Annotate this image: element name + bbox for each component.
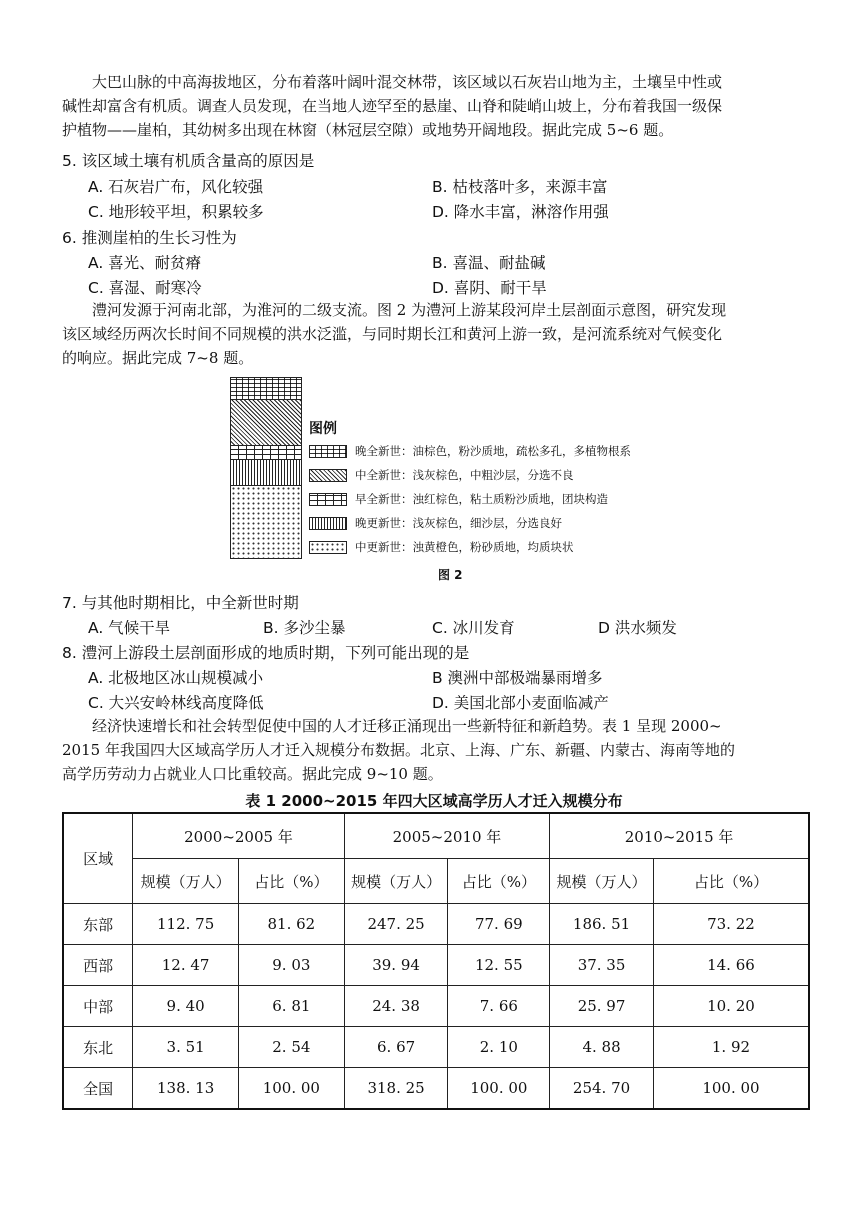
q6-option-c: C. 喜湿、耐寒冷 xyxy=(88,279,202,297)
layer-middle-pleistocene xyxy=(231,486,301,558)
q5-option-d: D. 降水丰富，淋溶作用强 xyxy=(432,203,609,221)
table-subheader-row xyxy=(63,859,809,904)
scale-header: 规模（万人） xyxy=(344,859,448,904)
q5-option-b: B. 枯枝落叶多，来源丰富 xyxy=(432,178,608,196)
table-title: 表 1 2000~2015 年四大区域高学历人才迁入规模分布 xyxy=(245,792,623,810)
legend-label: 早全新世：浊红棕色，粘土质粉沙质地，团块构造 xyxy=(355,492,608,506)
legend-title: 图例 xyxy=(309,421,337,437)
table-cell: 81. 62 xyxy=(238,904,344,945)
passage-line: 护植物——崖柏，其幼树多出现在林窗（林冠层空隙）或地势开阔地段。据此完成 5~6 题。 xyxy=(62,121,674,139)
table-row xyxy=(63,904,809,945)
table-row xyxy=(63,1068,809,1110)
table-cell: 247. 25 xyxy=(344,904,448,945)
q6-option-d: D. 喜阴、耐干旱 xyxy=(432,279,547,297)
region-cell: 中部 xyxy=(63,986,133,1027)
legend-item-late-holocene xyxy=(309,443,631,459)
table-cell: 100. 00 xyxy=(653,1068,809,1110)
legend-label: 中更新世：浊黄橙色，粉砂质地，均质块状 xyxy=(355,540,574,554)
passage-line: 的响应。据此完成 7~8 题。 xyxy=(62,349,254,367)
soil-profile-column xyxy=(230,377,302,559)
table-cell: 186. 51 xyxy=(550,904,654,945)
table-cell: 6. 67 xyxy=(344,1027,448,1068)
table-cell: 1. 92 xyxy=(653,1027,809,1068)
table-cell: 318. 25 xyxy=(344,1068,448,1110)
q8-option-a: A. 北极地区冰山规模减小 xyxy=(88,669,264,687)
table-cell: 9. 40 xyxy=(133,986,239,1027)
share-header: 占比（%） xyxy=(448,859,550,904)
q7-option-b: B. 多沙尘暴 xyxy=(263,619,346,637)
share-header: 占比（%） xyxy=(238,859,344,904)
q5-option-c: C. 地形较平坦，积累较多 xyxy=(88,203,264,221)
question-7-stem: 7. 与其他时期相比，中全新世时期 xyxy=(62,594,299,612)
q7-option-a: A. 气候干旱 xyxy=(88,619,171,637)
table-cell: 100. 00 xyxy=(448,1068,550,1110)
question-8-stem: 8. 澧河上游段土层剖面形成的地质时期，下列可能出现的是 xyxy=(62,644,470,662)
scale-header: 规模（万人） xyxy=(550,859,654,904)
legend-item-middle-holocene xyxy=(309,467,574,483)
table-cell: 100. 00 xyxy=(238,1068,344,1110)
scale-header: 规模（万人） xyxy=(133,859,239,904)
table-cell: 138. 13 xyxy=(133,1068,239,1110)
passage-line: 高学历劳动力占就业人口比重较高。据此完成 9~10 题。 xyxy=(62,765,443,783)
question-5-stem: 5. 该区域土壤有机质含量高的原因是 xyxy=(62,152,315,170)
passage-line: 2015 年我国四大区域高学历人才迁入规模分布数据。北京、上海、广东、新疆、内蒙古、海南等地的 xyxy=(62,741,735,759)
q8-option-b: B 澳洲中部极端暴雨增多 xyxy=(432,669,603,687)
region-cell: 东北 xyxy=(63,1027,133,1068)
talent-migration-table xyxy=(62,812,810,1110)
layer-early-holocene xyxy=(231,446,301,460)
legend-item-early-holocene xyxy=(309,491,608,507)
layer-late-pleistocene xyxy=(231,460,301,486)
q7-option-c: C. 冰川发育 xyxy=(432,619,515,637)
passage-9-10 xyxy=(62,714,812,786)
period-header: 2000~2005 年 xyxy=(133,813,344,859)
table-cell: 12. 55 xyxy=(448,945,550,986)
q8-option-c: C. 大兴安岭林线高度降低 xyxy=(88,694,264,712)
share-header: 占比（%） xyxy=(653,859,809,904)
legend-label: 晚更新世：浅灰棕色，细沙层，分选良好 xyxy=(355,516,562,530)
legend-swatch xyxy=(309,493,347,506)
region-cell: 西部 xyxy=(63,945,133,986)
table-row xyxy=(63,986,809,1027)
q6-option-a: A. 喜光、耐贫瘠 xyxy=(88,254,202,272)
passage-line: 大巴山脉的中高海拔地区，分布着落叶阔叶混交林带，该区域以石灰岩山地为主，土壤呈中性或 xyxy=(92,73,723,91)
table-cell: 4. 88 xyxy=(550,1027,654,1068)
table-cell: 3. 51 xyxy=(133,1027,239,1068)
table-cell: 12. 47 xyxy=(133,945,239,986)
legend-label: 中全新世：浅灰棕色，中粗沙层，分选不良 xyxy=(355,468,574,482)
table-cell: 2. 54 xyxy=(238,1027,344,1068)
table-cell: 254. 70 xyxy=(550,1068,654,1110)
passage-line: 澧河发源于河南北部，为淮河的二级支流。图 2 为澧河上游某段河岸土层剖面示意图，研究发现 xyxy=(92,301,727,319)
legend-label: 晚全新世：油棕色，粉沙质地，疏松多孔，多植物根系 xyxy=(355,444,631,458)
table-header-row xyxy=(63,813,809,859)
table-cell: 73. 22 xyxy=(653,904,809,945)
passage-line: 该区域经历两次长时间不同规模的洪水泛滥，与同时期长江和黄河上游一致，是河流系统对气候变化 xyxy=(62,325,723,343)
region-cell: 全国 xyxy=(63,1068,133,1110)
layer-middle-holocene xyxy=(231,400,301,446)
figure-caption: 图 2 xyxy=(438,568,463,582)
period-header: 2010~2015 年 xyxy=(550,813,809,859)
passage-5-6 xyxy=(62,70,812,142)
table-cell: 7. 66 xyxy=(448,986,550,1027)
question-6-stem: 6. 推测崖柏的生长习性为 xyxy=(62,229,237,247)
legend-swatch xyxy=(309,517,347,530)
passage-line: 经济快速增长和社会转型促使中国的人才迁移正涌现出一些新特征和新趋势。表 1 呈现 2000~ xyxy=(92,717,722,735)
table-cell: 14. 66 xyxy=(653,945,809,986)
passage-7-8 xyxy=(62,298,812,370)
legend-item-late-pleistocene xyxy=(309,515,562,531)
table-cell: 25. 97 xyxy=(550,986,654,1027)
legend-swatch xyxy=(309,469,347,482)
region-header: 区域 xyxy=(63,813,133,904)
period-header: 2005~2010 年 xyxy=(344,813,549,859)
passage-line: 碱性却富含有机质。调查人员发现，在当地人迹罕至的悬崖、山脊和陡峭山坡上，分布着我国一级保 xyxy=(62,97,723,115)
legend-item-middle-pleistocene xyxy=(309,539,574,555)
table-row xyxy=(63,1027,809,1068)
legend-swatch xyxy=(309,541,347,554)
table-cell: 112. 75 xyxy=(133,904,239,945)
q7-option-d: D 洪水频发 xyxy=(598,619,677,637)
table-cell: 9. 03 xyxy=(238,945,344,986)
legend-swatch xyxy=(309,445,347,458)
table-cell: 10. 20 xyxy=(653,986,809,1027)
table-cell: 37. 35 xyxy=(550,945,654,986)
table-cell: 6. 81 xyxy=(238,986,344,1027)
table-cell: 24. 38 xyxy=(344,986,448,1027)
table-row xyxy=(63,945,809,986)
table-cell: 77. 69 xyxy=(448,904,550,945)
q8-option-d: D. 美国北部小麦面临减产 xyxy=(432,694,609,712)
q6-option-b: B. 喜温、耐盐碱 xyxy=(432,254,546,272)
region-cell: 东部 xyxy=(63,904,133,945)
q5-option-a: A. 石灰岩广布，风化较强 xyxy=(88,178,264,196)
table-cell: 2. 10 xyxy=(448,1027,550,1068)
layer-late-holocene xyxy=(231,378,301,400)
table-cell: 39. 94 xyxy=(344,945,448,986)
